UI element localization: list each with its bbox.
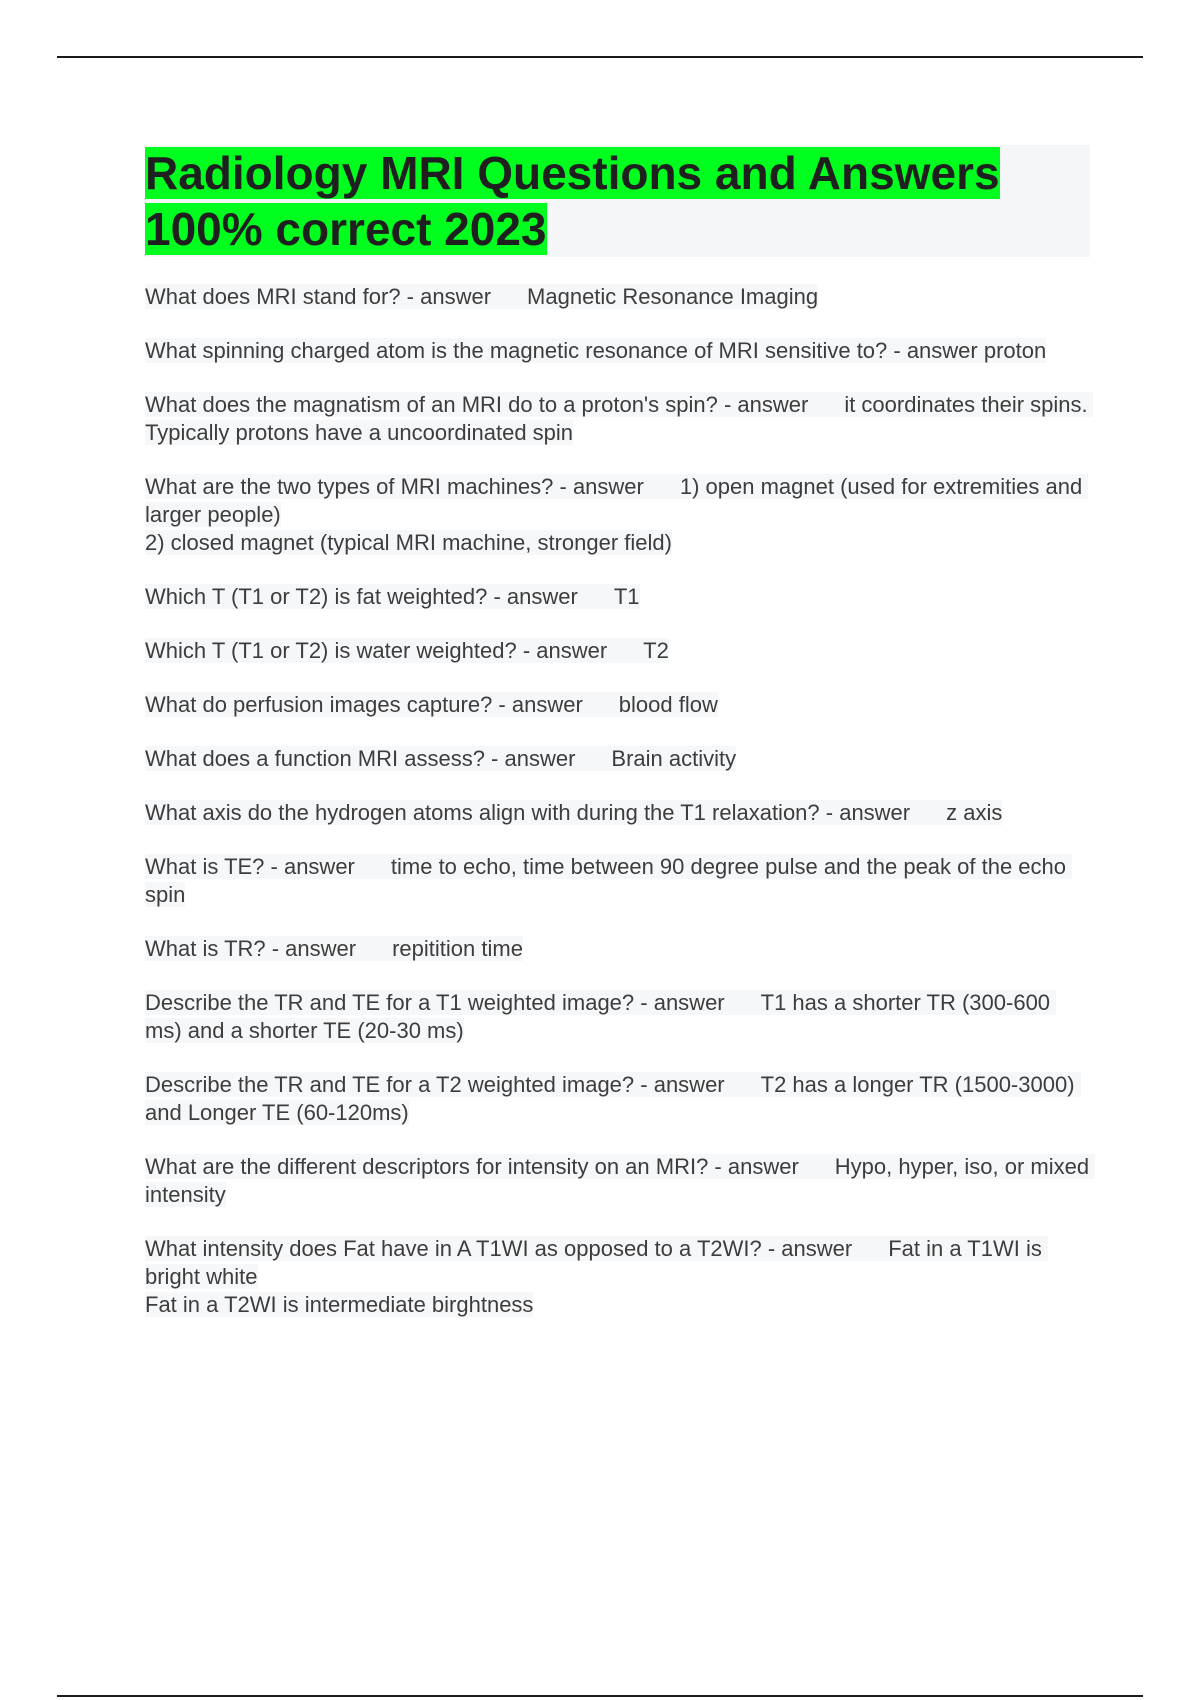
answer-text: Hypo, hyper, iso, or mixed intensity [145, 1154, 1096, 1207]
qa-item [145, 637, 1090, 665]
answer-text: Brain activity [611, 746, 737, 771]
answer-text: T1 [613, 584, 640, 609]
question-text: What intensity does Fat have in A T1WI as opposed to a T2WI? - answer [145, 1236, 853, 1261]
answer-text: proton [983, 338, 1047, 363]
qa-item [145, 691, 1090, 719]
qa-list [145, 283, 1096, 1319]
title-line-1: Radiology MRI Questions and Answers [145, 147, 1000, 199]
qa-item [145, 283, 1090, 311]
answer-text: T2 has a longer TR (1500-3000) and Longer TE (60-120ms) [145, 1072, 1081, 1125]
answer-text: Fat in a T1WI is bright white Fat in a T2WI is intermediate birghtness [145, 1236, 1048, 1317]
question-text: What spinning charged atom is the magnetic resonance of MRI sensitive to? - answer [145, 338, 978, 363]
answer-text: time to echo, time between 90 degree pulse and the peak of the echo spin [145, 854, 1073, 907]
qa-item [145, 583, 1090, 611]
question-text: Which T (T1 or T2) is fat weighted? - answer [145, 584, 578, 609]
question-text: Describe the TR and TE for a T1 weighted image? - answer [145, 990, 725, 1015]
question-text: What does a function MRI assess? - answer [145, 746, 576, 771]
answer-text: Magnetic Resonance Imaging [527, 284, 819, 309]
title-block [145, 145, 1090, 257]
qa-item [145, 853, 1090, 909]
qa-item [145, 989, 1090, 1045]
question-text: Which T (T1 or T2) is water weighted? - answer [145, 638, 608, 663]
answer-text: 1) open magnet (used for extremities and larger people) 2) closed magnet (typical MRI machine, stronger field) [145, 474, 1088, 555]
answer-text: repitition time [392, 936, 523, 961]
qa-item [145, 473, 1090, 557]
document-title [145, 145, 1090, 257]
question-text: What does the magnatism of an MRI do to a proton's spin? - answer [145, 392, 809, 417]
question-text: What is TR? - answer [145, 936, 357, 961]
question-text: What is TE? - answer [145, 854, 355, 879]
qa-item [145, 1153, 1096, 1209]
question-text: What does MRI stand for? - answer [145, 284, 492, 309]
document-body [145, 145, 1096, 1345]
qa-item [145, 1071, 1090, 1127]
answer-text: T1 has a shorter TR (300-600 ms) and a shorter TE (20-30 ms) [145, 990, 1057, 1043]
qa-item [145, 337, 1090, 365]
qa-item [145, 391, 1094, 447]
answer-text: blood flow [618, 692, 718, 717]
qa-item [145, 1235, 1090, 1319]
qa-item [145, 745, 1090, 773]
answer-text: it coordinates their spins. Typically protons have a uncoordinated spin [145, 392, 1094, 445]
question-text: What do perfusion images capture? - answer [145, 692, 583, 717]
answer-text: T2 [643, 638, 669, 663]
question-text: Describe the TR and TE for a T2 weighted image? - answer [145, 1072, 725, 1097]
qa-item [145, 935, 1090, 963]
bottom-rule [57, 1695, 1143, 1697]
top-rule [57, 56, 1143, 58]
title-line-2: 100% correct 2023 [145, 203, 547, 255]
qa-item [145, 799, 1090, 827]
question-text: What axis do the hydrogen atoms align with during the T1 relaxation? - answer [145, 800, 911, 825]
answer-text: z axis [946, 800, 1003, 825]
question-text: What are the different descriptors for intensity on an MRI? - answer [145, 1154, 799, 1179]
question-text: What are the two types of MRI machines? - answer [145, 474, 644, 499]
